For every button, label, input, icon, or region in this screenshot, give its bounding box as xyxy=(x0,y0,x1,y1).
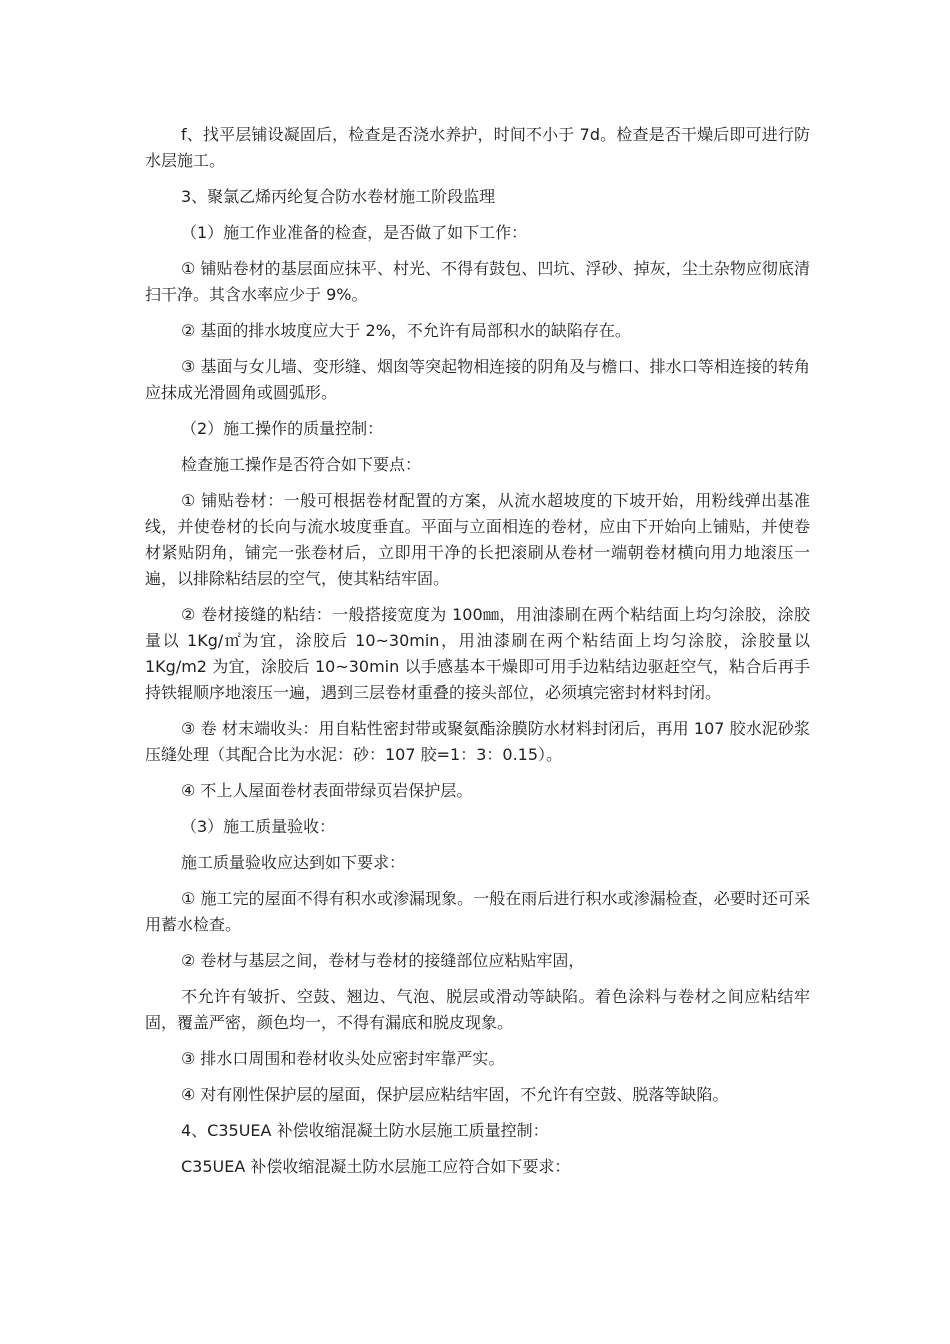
paragraph-end-finishing: ③ 卷 材末端收头：用自粘性密封带或聚氨酯涂膜防水材料封闭后，再用 107 胶水泥砂浆压缝处理（其配合比为水泥：砂：107 胶=1：3：0.15）。 xyxy=(145,719,810,764)
document-body xyxy=(145,122,810,1190)
paragraph-protective-layer: ④ 不上人屋面卷材表面带绿页岩保护层。 xyxy=(181,781,473,800)
heading-section-3: 3、聚氯乙烯丙纶复合防水卷材施工阶段监理 xyxy=(181,187,496,206)
paragraph-firm-bonding: ② 卷材与基层之间，卷材与卷材的接缝部位应粘贴牢固， xyxy=(181,951,585,970)
paragraph-f-leveling-layer: f、找平层铺设凝固后，检查是否浇水养护，时间不小于 7d。检查是否干燥后即可进行防水层施工。 xyxy=(145,125,810,170)
paragraph-corner-rounding: ③ 基面与女儿墙、变形缝、烟囱等突起物相连接的阴角及与檐口、排水口等相连接的转角应抹成光滑圆角或圆弧形。 xyxy=(145,357,810,402)
paragraph-acceptance-intro: 施工质量验收应达到如下要求： xyxy=(181,853,406,872)
paragraph-check-points-intro: 检查施工操作是否符合如下要点： xyxy=(181,455,422,474)
subheading-operation-quality: （2）施工操作的质量控制： xyxy=(181,419,384,438)
subheading-preparation-check: （1）施工作业准备的检查，是否做了如下工作： xyxy=(181,223,528,242)
paragraph-seam-bonding: ② 卷材接缝的粘结：一般搭接宽度为 100㎜，用油漆刷在两个粘结面上均匀涂胶，涂胶量以 1Kg/㎡为宜，涂胶后 10~30min，用油漆刷在两个粘结面上均匀涂胶，涂胶量以 1Kg/m2 为宜，涂胶后 10~30min 以手感基本干燥即可用手边粘结边驱赶空气，粘合后再手持铁辊顺序地滚压一遍，遇到三层卷材重叠的接头部位，必须填完密封材料封闭。 xyxy=(145,605,810,702)
paragraph-no-defects: 不允许有皱折、空鼓、翘边、气泡、脱层或滑动等缺陷。着色涂料与卷材之间应粘结牢固，覆盖严密，颜色均一，不得有漏底和脱皮现象。 xyxy=(145,987,810,1032)
paragraph-base-surface: ① 铺贴卷材的基层面应抹平、村光、不得有鼓包、凹坑、浮砂、掉灰，尘土杂物应彻底清扫干净。其含水率应少于 9%。 xyxy=(145,259,810,304)
paragraph-c35uea-requirements: C35UEA 补偿收缩混凝土防水层施工应符合如下要求： xyxy=(181,1157,571,1176)
paragraph-laying-membrane: ① 铺贴卷材：一般可根据卷材配置的方案，从流水超坡度的下坡开始，用粉线弹出基准线，并使卷材的长向与流水坡度垂直。平面与立面相连的卷材，应由下开始向上铺贴，并使卷材紧贴阴角，铺完一张卷材后，立即用干净的长把滚刷从卷材一端朝卷材横向用力地滚压一遍，以排除粘结层的空气，使其粘结牢固。 xyxy=(145,491,810,588)
paragraph-drain-sealing: ③ 排水口周围和卷材收头处应密封牢靠严实。 xyxy=(181,1049,505,1068)
subheading-quality-acceptance: （3）施工质量验收： xyxy=(181,817,336,836)
paragraph-drainage-slope: ② 基面的排水坡度应大于 2%，不允许有局部积水的缺陷存在。 xyxy=(181,321,631,340)
heading-section-4: 4、C35UEA 补偿收缩混凝土防水层施工质量控制： xyxy=(181,1121,549,1140)
paragraph-rigid-protection: ④ 对有刚性保护层的屋面，保护层应粘结牢固，不允许有空鼓、脱落等缺陷。 xyxy=(181,1085,729,1104)
paragraph-no-leakage: ① 施工完的屋面不得有积水或渗漏现象。一般在雨后进行积水或渗漏检查，必要时还可采用蓄水检查。 xyxy=(145,889,810,934)
